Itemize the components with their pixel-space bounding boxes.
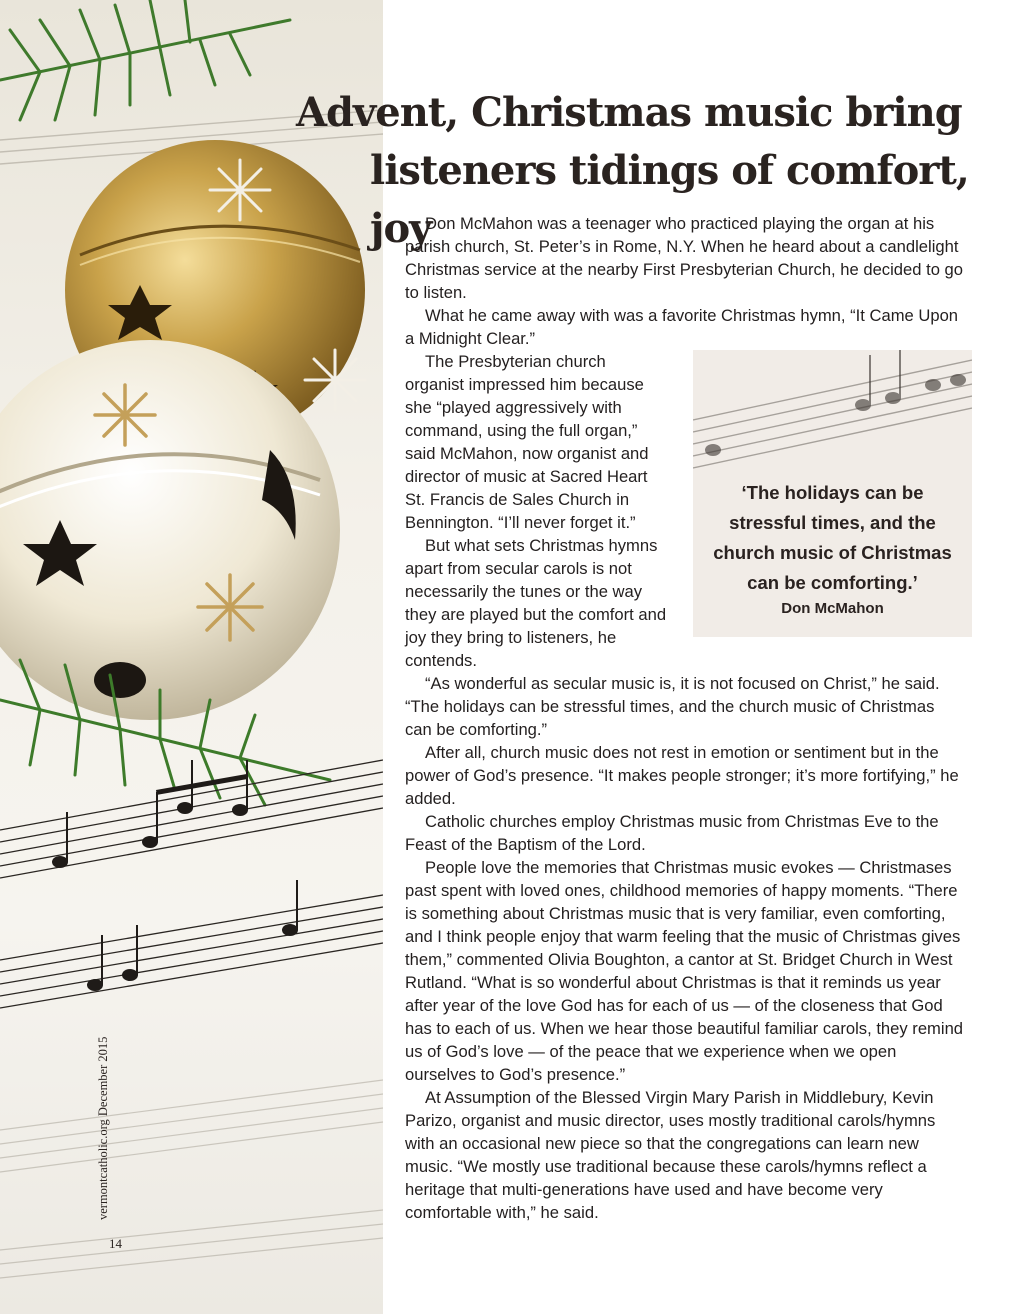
pull-quote-text: ‘The holidays can be stressful times, and the church music of Christmas can be comforting.’: [713, 482, 952, 593]
blurred-staff-bottom: [0, 1080, 383, 1278]
paragraph-7: Catholic churches employ Christmas music from Christmas Eve to the Feast of the Baptism of the Lord.: [405, 812, 939, 854]
headline-line-2: listeners tidings of comfort, joy: [370, 147, 969, 252]
paragraph-8: People love the memories that Christmas music evokes — Christmases past spent with loved ones, childhood memories of happy moments. “There is something about Christmas music that is very familiar, even comforting, and I think people enjoy that warm feeling that the music of Christmas gives them,” commented Olivia Boughton, a cantor at St. Bridget Church in West Rutland. “What is so wonderful about Christmas is that it reminds us year after year of the love God has for each of us — of the closeness that God has to each of us. When we hear those beautiful familiar carols, they remind us of God’s love — of the peace that we experience when we open ourselves to God’s presence.”: [405, 858, 964, 1084]
page-number: 14: [109, 1236, 122, 1251]
paragraph-4: But what sets Christmas hymns apart from secular carols is not necessarily the tunes or the way they are played but the comfort and joy they bring to listeners, he contends.: [405, 536, 667, 670]
paragraph-9: At Assumption of the Blessed Virgin Mary Parish in Middlebury, Kevin Parizo, organist and music director, uses mostly traditional carols/hymns with an occasional new piece so that the congregations can learn new music. “We mostly use traditional because these carols/hymns reflect a heritage that multi-generations have used and have become very comfortable with,” he said.: [405, 1088, 936, 1222]
paragraph-2: What he came away with was a favorite Christmas hymn, “It Came Upon a Midnight Clear.”: [405, 306, 959, 348]
pine-branch-top: [0, 0, 290, 120]
paragraph-5: “As wonderful as secular music is, it is not focused on Christ,” he said. “The holidays can be stressful times, and the church music of Christmas can be comforting.”: [405, 674, 940, 739]
article-body: [405, 212, 965, 1224]
headline-line-1: Advent, Christmas music bring: [296, 89, 962, 136]
pull-quote-author: Don McMahon: [781, 600, 884, 617]
paragraph-1: Don McMahon was a teenager who practiced playing the organ at his parish church, St. Peter’s in Rome, N.Y. When he heard about a candlelight Christmas service at the nearby First Presbyterian Church, he decided to go to listen.: [405, 214, 963, 302]
publication-sideline: vermontcatholic.org December 2015: [96, 1036, 110, 1220]
paragraph-6: After all, church music does not rest in emotion or sentiment but in the power of God’s presence. “It makes people stronger; it’s more fortifying,” he added.: [405, 743, 959, 808]
paragraph-3: The Presbyterian church organist impressed him because she “played aggressively with command, using the full organ,” said McMahon, now organist and director of music at Sacred Heart St. Francis de Sales Church in Bennington. “I’ll never forget it.”: [405, 352, 649, 532]
